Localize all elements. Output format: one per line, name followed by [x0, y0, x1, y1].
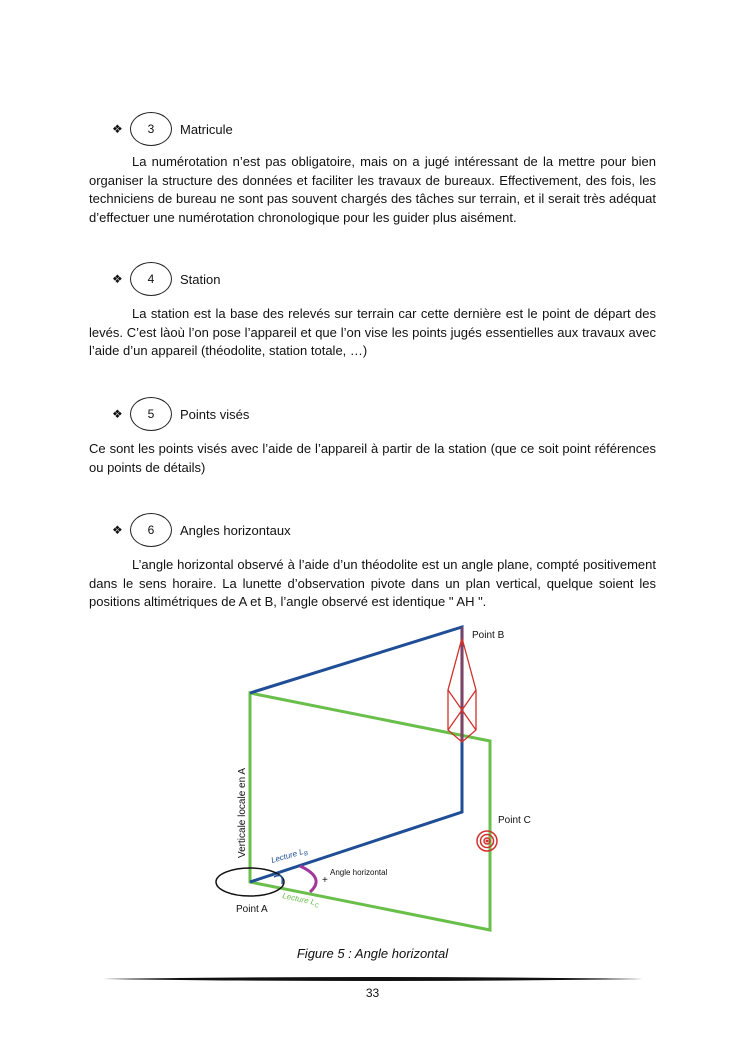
point-c-label: Point C [498, 815, 531, 826]
angle-arc [300, 866, 316, 892]
prism-target-icon [448, 627, 476, 742]
section-paragraph: La station est la base des relevés sur terrain car cette dernière est le point de départ des levés. C’est làoù l’on pose l’appareil et que l’on vise les points jugés essentielles aux travaux avec l’aide d’un appareil (théodolite, station totale, …) [89, 306, 656, 358]
blue-plane [250, 627, 462, 882]
section-heading-matricule [112, 112, 233, 146]
section-title: Points visés [180, 406, 250, 422]
section-paragraph: La numérotation n’est pas obligatoire, mais on a jugé intéressant de la mettre pour bien organiser la structure des données et faciliter les travaux de bureaux. Effectivement, des fois, les techniciens de bureau ne sont pas souvent chargés des tâches sur terrain, et il serait très adéquat d’effectuer une numérotation chronologique pour les guider plus aisément. [89, 154, 656, 225]
section-number-badge: 5 [130, 397, 172, 431]
angle-horizontal-label: Angle horizontal [330, 868, 388, 877]
lecture-b-subscript: B [303, 850, 310, 858]
horizontal-angle-diagram [200, 620, 540, 940]
lecture-c-subscript: C [313, 902, 320, 910]
point-b-label: Point B [472, 630, 505, 641]
section-heading-angles-horizontaux [112, 513, 291, 547]
target-circle-icon [477, 831, 497, 851]
section-number-badge: 4 [130, 262, 172, 296]
section-paragraph: Ce sont les points visés avec l’aide de l’appareil à partir de la station (que ce soit point références ou points de détails) [89, 441, 656, 475]
section-title: Angles horizontaux [180, 522, 291, 538]
section-title: Matricule [180, 121, 233, 137]
diamond-bullet-icon: ❖ [112, 122, 123, 136]
footer-divider [103, 974, 643, 984]
diamond-bullet-icon: ❖ [112, 272, 123, 286]
vertical-axis-label: Verticale locale en A [237, 767, 248, 858]
figure-caption: Figure 5 : Angle horizontal [296, 946, 449, 961]
section-title: Station [180, 271, 221, 287]
section-heading-station [112, 262, 220, 296]
section-number-badge: 6 [130, 513, 172, 547]
plus-mark: + [322, 875, 328, 886]
diamond-bullet-icon: ❖ [112, 407, 123, 421]
page-number: 33 [365, 986, 380, 1000]
lecture-c-text: Lecture L [281, 891, 317, 907]
section-paragraph: L’angle horizontal observé à l’aide d’un théodolite est un angle plane, compté positivement dans le sens horaire. La lunette d’observation pivote dans un plan vertical, quelque soient les positions altimétriques de A et B, l’angle observé est identique " AH ". [89, 557, 656, 609]
lecture-b-text: Lecture L [270, 847, 305, 865]
section-number-badge: 3 [130, 112, 172, 146]
lecture-b-arc [274, 876, 282, 884]
diamond-bullet-icon: ❖ [112, 523, 123, 537]
section-heading-points-vises [112, 397, 249, 431]
point-a-label: Point A [236, 904, 268, 915]
